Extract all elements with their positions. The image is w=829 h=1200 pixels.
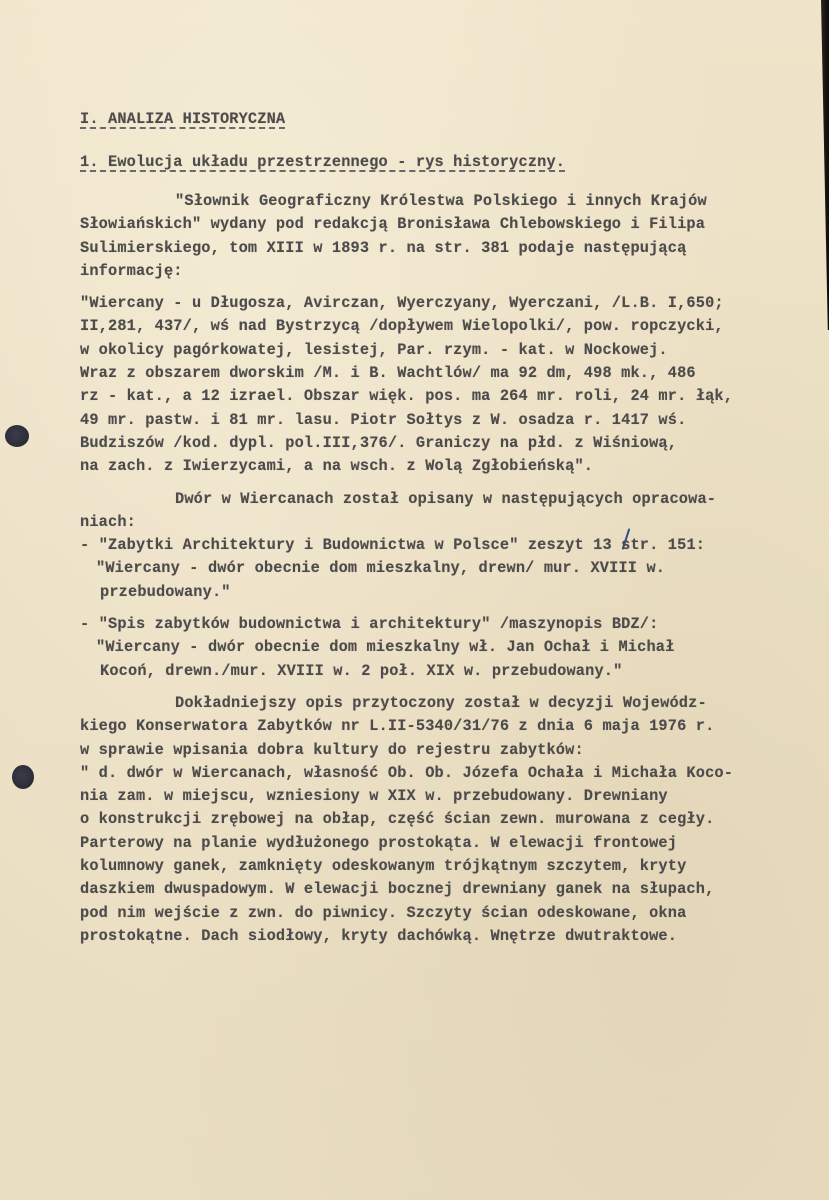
text-line: Dokładniejszy opis przytoczony został w decyzji Wojewódz-: [175, 693, 707, 712]
text-line: Dwór w Wiercanach został opisany w następujących opracowa-: [175, 489, 717, 508]
text-line: na zach. z Iwierzycami, a na wsch. z Wolą Zgłobieńską".: [80, 457, 594, 476]
text-line: "Wiercany - dwór obecnie dom mieszkalny, drewn/ mur. XVIII w.: [96, 559, 666, 578]
section-heading: I. ANALIZA HISTORYCZNA: [80, 110, 286, 128]
scan-edge-shadow: [821, 0, 829, 330]
text-line: w sprawie wpisania dobra kultury do rejestru zabytków:: [80, 740, 584, 759]
text-line: Wraz z obszarem dworskim /M. i B. Wachtlów/ ma 92 dm, 498 mk., 486: [80, 364, 696, 383]
text-line: o konstrukcji zrębowej na obłap, część ścian zewn. murowana z cegły.: [80, 810, 715, 829]
text-line: Sulimierskiego, tom XIII w 1893 r. na str. 381 podaje następującą: [80, 238, 687, 257]
text-line: rz - kat., a 12 izrael. Obszar więk. pos. ma 264 mr. roli, 24 mr. łąk,: [80, 387, 734, 406]
text-line: Parterowy na planie wydłużonego prostokąta. W elewacji frontowej: [80, 833, 678, 852]
text-line: " d. dwór w Wiercanach, własność Ob. Ob. Józefa Ochała i Michała Koco-: [80, 763, 734, 782]
text-line: w okolicy pagórkowatej, lesistej, Par. rzym. - kat. w Nockowej.: [80, 340, 668, 359]
text-line: Słowiańskich" wydany pod redakcją Bronisława Chlebowskiego i Filipa: [80, 215, 706, 234]
text-line: przebudowany.": [100, 582, 231, 601]
paragraph-dwor-opisany: [80, 488, 800, 535]
text-line: nia zam. w miejscu, wzniesiony w XIX w. przebudowany. Drewniany: [80, 787, 668, 806]
text-line: Kocoń, drewn./mur. XVIII w. 2 poł. XIX w. przebudowany.": [100, 661, 623, 680]
sources-list: [80, 534, 800, 683]
text-line: - "Zabytki Architektury i Budownictwa w Polsce" zeszyt 13 str. 151:: [80, 536, 706, 555]
list-item: [80, 534, 800, 604]
text-line: kiego Konserwatora Zabytków nr L.II-5340/31/76 z dnia 6 maja 1976 r.: [80, 717, 715, 736]
punch-hole-icon: [12, 765, 34, 789]
quote-slownik-geograficzny: [80, 292, 800, 478]
text-line: "Wiercany - u Długosza, Avirczan, Wyerczyany, Wyerczani, /L.B. I,650;: [80, 294, 724, 313]
subsection-heading: 1. Ewolucja układu przestrzennego - rys historyczny.: [80, 153, 566, 171]
text-line: daszkiem dwuspadowym. W elewacji bocznej drewniany ganek na słupach,: [80, 880, 715, 899]
text-line: - "Spis zabytków budownictwa i architektury" /maszynopis BDZ/:: [80, 615, 659, 634]
typewritten-text: [80, 108, 800, 948]
text-line: niach:: [80, 512, 136, 531]
text-line: 49 mr. pastw. i 81 mr. lasu. Piotr Sołtys z W. osadza r. 1417 wś.: [80, 410, 687, 429]
list-bullet: -: [80, 536, 90, 555]
paragraph-decyzja-konserwatora: [80, 692, 800, 948]
text-line: kolumnowy ganek, zamknięty odeskowanym trójkątnym szczytem, kryty: [80, 857, 687, 876]
list-bullet: -: [80, 615, 90, 634]
paragraph-source-intro: [80, 190, 800, 283]
text-line: prostokątne. Dach siodłowy, kryty dachówką. Wnętrze dwutraktowe.: [80, 926, 678, 945]
text-line: pod nim wejście z zwn. do piwnicy. Szczyty ścian odeskowane, okna: [80, 903, 687, 922]
text-line: "Słownik Geograficzny Królestwa Polskiego i innych Krajów: [175, 192, 707, 210]
text-line: II,281, 437/, wś nad Bystrzycą /dopływem Wielopolki/, pow. ropczycki,: [80, 317, 724, 336]
punch-hole-icon: [5, 425, 29, 447]
text-line: Budziszów /kod. dypl. pol.III,376/. Graniczy na płd. z Wiśniową,: [80, 433, 678, 452]
text-line: informację:: [80, 261, 183, 280]
list-item: [80, 613, 800, 683]
text-line: "Wiercany - dwór obecnie dom mieszkalny wł. Jan Ochał i Michał: [96, 638, 675, 657]
